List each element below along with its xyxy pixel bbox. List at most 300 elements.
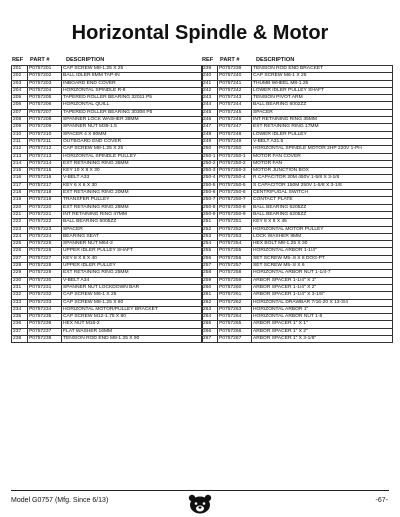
ref-cell: 253	[202, 233, 218, 240]
part-number-cell: P0757229	[28, 270, 62, 277]
table-row	[12, 270, 203, 277]
ref-cell: 262	[202, 299, 218, 306]
description-cell: HORIZONTAL MOTOR PULLEY	[252, 226, 393, 233]
part-number-cell: P0757207	[28, 109, 62, 116]
part-number-cell: P0757259	[218, 277, 252, 284]
table-row	[202, 226, 393, 233]
description-cell: MOTOR FAN	[252, 160, 393, 167]
ref-cell: 209	[12, 124, 28, 131]
table-row	[12, 292, 203, 299]
ref-cell: 219	[12, 197, 28, 204]
description-cell: BALL BEARING 6002ZZ	[252, 102, 393, 109]
part-number-cell: P0757258	[218, 270, 252, 277]
part-number-cell: P0757243	[218, 95, 252, 102]
table-row	[12, 306, 203, 313]
ref-cell: 215	[12, 168, 28, 175]
ref-cell: 228	[12, 263, 28, 270]
ref-cell: 205	[12, 95, 28, 102]
table-row	[202, 102, 393, 109]
ref-cell: 239	[202, 66, 218, 73]
table-row	[12, 124, 203, 131]
part-number-cell: P0757254	[218, 241, 252, 248]
description-cell: HORIZONTAL ARBOR 1"	[252, 306, 393, 313]
description-cell: LOWER IDLER PULLEY	[252, 131, 393, 138]
part-number-cell: P0757203	[28, 80, 62, 87]
part-number-cell: P0757227	[28, 255, 62, 262]
footer-model: Model G0757 (Mfg. Since 6/13)	[11, 497, 109, 504]
ref-cell: 202	[12, 73, 28, 80]
ref-cell: 242	[202, 87, 218, 94]
ref-cell: 267	[202, 335, 218, 342]
description-cell: SPANNER NUT M39-1.5	[62, 124, 203, 131]
parts-column-left	[11, 56, 203, 343]
description-cell: CENTRIFUGAL SWITCH	[252, 190, 393, 197]
part-number-cell: P0757213	[28, 153, 62, 160]
table-row	[202, 270, 393, 277]
table-row	[202, 109, 393, 116]
description-cell: KEY 8 X 8 X 45	[252, 219, 393, 226]
part-number-cell: P0757250-6	[218, 190, 252, 197]
table-row	[202, 146, 393, 153]
description-cell: TENSION PIVOT ARM	[252, 95, 393, 102]
part-number-cell: P0757247	[218, 124, 252, 131]
part-number-cell: P0757209	[28, 124, 62, 131]
part-number-cell: P0757217	[28, 182, 62, 189]
ref-cell: 250-9	[203, 211, 216, 217]
description-cell: ARBOR SPACER 1" X 1"	[252, 321, 393, 328]
description-cell: SET SCREW M5-.8 X 6	[252, 263, 393, 270]
table-row	[202, 284, 393, 291]
part-number-cell: P0757226	[28, 248, 62, 255]
description-cell: UPPER IDLER PULLEY SHAFT	[62, 248, 203, 255]
description-cell: MOTOR JUNCTION BOX	[252, 168, 393, 175]
ref-cell: 246	[202, 117, 218, 124]
ref-cell: 232	[12, 292, 28, 299]
description-cell: EXT RETAINING RING 28MM	[62, 204, 203, 211]
column-header	[11, 56, 203, 65]
part-number-cell: P0757244	[218, 102, 252, 109]
description-cell: EXT RETAINING RING 35MM	[62, 160, 203, 167]
ref-cell: 244	[202, 102, 218, 109]
part-number-cell: P0757232	[28, 292, 62, 299]
ref-cell: 234	[12, 306, 28, 313]
ref-cell: 250-6	[203, 190, 216, 196]
description-cell: EXT RETAINING RING 17MM	[252, 124, 393, 131]
ref-cell: 221	[12, 211, 28, 218]
ref-cell: 216	[12, 175, 28, 182]
part-number-cell: P0757255	[218, 248, 252, 255]
description-cell: UPPER IDLER PULLEY	[62, 263, 203, 270]
ref-cell: 211	[12, 138, 28, 145]
table-row	[202, 168, 393, 175]
ref-cell: 207	[12, 109, 28, 116]
description-cell: HEX NUT M16-2	[62, 321, 203, 328]
description-cell: SPANNER LOCK WASHER 39MM	[62, 117, 203, 124]
header-ref: REF	[202, 57, 214, 63]
table-row	[12, 117, 203, 124]
ref-cell: 250	[202, 146, 218, 153]
description-cell: S CAPACITOR 150M 250V 1-5/8 X 3-1/8	[252, 182, 393, 189]
part-number-cell: P0757208	[28, 117, 62, 124]
description-cell: R CAPACITOR 20M 450V 1-5/8 X 3-1/8	[252, 175, 393, 182]
part-number-cell: P0757228	[28, 263, 62, 270]
ref-cell: 256	[202, 255, 218, 262]
table-row	[12, 248, 203, 255]
part-number-cell: P0757212	[28, 146, 62, 153]
table-row	[202, 277, 393, 284]
part-number-cell: P0757239	[218, 66, 252, 73]
part-number-cell: P0757236	[28, 321, 62, 328]
part-number-cell: P0757260	[218, 284, 252, 291]
part-number-cell: P0757225	[28, 241, 62, 248]
table-row	[202, 175, 393, 182]
ref-cell: 208	[12, 117, 28, 124]
ref-cell: 255	[202, 248, 218, 255]
description-cell: LOCK WASHER 8MM	[252, 233, 393, 240]
table-row	[12, 146, 203, 153]
table-row	[12, 277, 203, 284]
ref-cell: 206	[12, 102, 28, 109]
table-row	[12, 160, 203, 167]
part-number-cell: P0757256	[218, 255, 252, 262]
description-cell: HORIZONTAL ARBOR NUT 1-1/4-7	[252, 270, 393, 277]
table-row	[12, 263, 203, 270]
part-number-cell: P0757223	[28, 226, 62, 233]
part-number-cell: P0757252	[218, 226, 252, 233]
table-row	[202, 335, 393, 342]
table-row	[12, 241, 203, 248]
ref-cell: 263	[202, 306, 218, 313]
table-row	[12, 182, 203, 189]
ref-cell: 259	[202, 277, 218, 284]
table-row	[202, 204, 393, 211]
part-number-cell: P0757240	[218, 73, 252, 80]
table-row	[202, 233, 393, 240]
ref-cell: 225	[12, 241, 28, 248]
ref-cell: 229	[12, 270, 28, 277]
ref-cell: 240	[202, 73, 218, 80]
description-cell: BALL BEARING 6005ZZ	[62, 219, 203, 226]
table-row	[202, 255, 393, 262]
part-number-cell: P0757210	[28, 131, 62, 138]
table-row	[202, 190, 393, 197]
ref-cell: 238	[12, 335, 28, 342]
description-cell: BALL BEARING 6205ZZ	[252, 211, 393, 218]
ref-cell: 203	[12, 80, 28, 87]
ref-cell: 258	[202, 270, 218, 277]
part-number-cell: P0757238	[28, 335, 62, 342]
description-cell: INT RETAINING RING 35MM	[252, 117, 393, 124]
page-title: Horizontal Spindle & Motor	[71, 22, 329, 44]
description-cell: ARBOR SPACER 1-1/4" X 3-1/8"	[252, 292, 393, 299]
table-row	[202, 299, 393, 306]
part-number-cell: P0757202	[28, 73, 62, 80]
description-cell: SPANNER NUT M64-2	[62, 241, 203, 248]
parts-table-right	[201, 65, 393, 343]
table-row	[12, 109, 203, 116]
description-cell: HORIZONTAL MOTOR/PULLEY BRACKET	[62, 306, 203, 313]
ref-cell: 250-1	[203, 153, 216, 159]
table-row	[12, 197, 203, 204]
ref-cell: 252	[202, 226, 218, 233]
description-cell: SPACER	[62, 226, 203, 233]
table-row	[12, 80, 203, 87]
description-cell: INBOARD END COVER	[62, 80, 203, 87]
table-row	[202, 138, 393, 145]
part-number-cell: P0757231	[28, 284, 62, 291]
part-number-cell: P0757230	[28, 277, 62, 284]
part-number-cell: P0757218	[28, 190, 62, 197]
ref-cell: 218	[12, 190, 28, 197]
ref-cell: 230	[12, 277, 28, 284]
description-cell: OUTBOARD END COVER	[62, 138, 203, 145]
description-cell: TENSION ROD END BRACKET	[252, 66, 393, 73]
ref-cell: 250-5	[203, 182, 216, 188]
description-cell: BEARING SEAT	[62, 233, 203, 240]
table-row	[12, 204, 203, 211]
table-row	[202, 321, 393, 328]
description-cell: HORIZONTAL SPINDLE MOTOR 2HP 220V 1-PH	[252, 146, 393, 153]
description-cell: EXT RETAINING RING 20MM	[62, 190, 203, 197]
table-row	[12, 73, 203, 80]
part-number-cell: P0757251	[218, 219, 252, 226]
table-row	[202, 219, 393, 226]
description-cell: V-BELT A31.5	[252, 138, 393, 145]
ref-cell: 245	[202, 109, 218, 116]
part-number-cell: P0757215	[28, 168, 62, 175]
parts-table-left	[11, 65, 203, 343]
ref-cell: 224	[12, 233, 28, 240]
description-cell: MOTOR FAN COVER	[252, 153, 393, 160]
table-row	[202, 131, 393, 138]
description-cell: TAPERED ROLLER BEARING 32011 P5	[62, 95, 203, 102]
table-row	[12, 131, 203, 138]
table-row	[202, 314, 393, 321]
description-cell: BALL IDLER 8MM TAP-IN	[62, 73, 203, 80]
ref-cell: 248	[202, 131, 218, 138]
part-number-cell: P0757250-3	[218, 168, 252, 175]
part-number-cell: P0757250-7	[218, 197, 252, 204]
table-row	[12, 102, 203, 109]
table-row	[12, 66, 203, 73]
ref-cell: 201	[12, 66, 28, 73]
part-number-cell: P0757263	[218, 306, 252, 313]
table-row	[12, 211, 203, 218]
footer-rule	[11, 490, 389, 491]
part-number-cell: P0757234	[28, 306, 62, 313]
table-row	[202, 153, 393, 160]
part-number-cell: P0757250	[218, 146, 252, 153]
part-number-cell: P0757241	[218, 80, 252, 87]
ref-cell: 227	[12, 255, 28, 262]
ref-cell: 257	[202, 263, 218, 270]
page-number: -67-	[375, 497, 388, 504]
table-row	[12, 190, 203, 197]
ref-cell: 222	[12, 219, 28, 226]
ref-cell: 254	[202, 241, 218, 248]
table-row	[202, 306, 393, 313]
description-cell: HEX BOLT M8-1.25 X 30	[252, 241, 393, 248]
table-row	[202, 95, 393, 102]
table-row	[202, 160, 393, 167]
part-number-cell: P0757257	[218, 263, 252, 270]
description-cell: V-BELT A33	[62, 175, 203, 182]
part-number-cell: P0757242	[218, 87, 252, 94]
part-number-cell: P0757266	[218, 328, 252, 335]
table-row	[202, 80, 393, 87]
part-number-cell: P0757219	[28, 197, 62, 204]
table-row	[202, 292, 393, 299]
ref-cell: 261	[202, 292, 218, 299]
description-cell: LOWER IDLER PULLEY SHAFT	[252, 87, 393, 94]
description-cell: THUMB WHEEL M8-1.25	[252, 80, 393, 87]
table-row	[12, 328, 203, 335]
parts-column-right	[201, 56, 393, 343]
table-row	[12, 233, 203, 240]
ref-cell: 249	[202, 138, 218, 145]
ref-cell: 247	[202, 124, 218, 131]
description-cell: SPACER	[252, 109, 393, 116]
table-row	[12, 153, 203, 160]
part-number-cell: P0757220	[28, 204, 62, 211]
ref-cell: 250-7	[203, 197, 216, 203]
part-number-cell: P0757250-4	[218, 175, 252, 182]
table-row	[202, 73, 393, 80]
header-description: DESCRIPTION	[256, 57, 295, 63]
ref-cell: 210	[12, 131, 28, 138]
description-cell: CONTACT PLATE	[252, 197, 393, 204]
description-cell: CAP SCREW M6-1 X 25	[252, 73, 393, 80]
table-row	[12, 299, 203, 306]
ref-cell: 237	[12, 328, 28, 335]
description-cell: EXT RETAINING RING 25MM	[62, 270, 203, 277]
table-row	[202, 117, 393, 124]
part-number-cell: P0757250-2	[218, 160, 252, 167]
table-row	[12, 87, 203, 94]
description-cell: HORIZONTAL QUILL	[62, 102, 203, 109]
description-cell: TRANSFER PULLEY	[62, 197, 203, 204]
description-cell: ARBOR SPACER 1-1/4" X 1"	[252, 277, 393, 284]
description-cell: BALL BEARING 6205ZZ	[252, 204, 393, 211]
part-number-cell: P0757250-5	[218, 182, 252, 189]
part-number-cell: P0757265	[218, 321, 252, 328]
description-cell: TAPERED ROLLER BEARING 30308 P5	[62, 109, 203, 116]
part-number-cell: P0757216	[28, 175, 62, 182]
part-number-cell: P0757235	[28, 314, 62, 321]
ref-cell: 243	[202, 95, 218, 102]
table-row	[12, 321, 203, 328]
part-number-cell: P0757250-8	[218, 204, 252, 211]
ref-cell: 250-8	[203, 204, 216, 210]
description-cell: HORIZONTAL DRAWBAR 7/16-20 X 13-3/4	[252, 299, 393, 306]
part-number-cell: P0757206	[28, 102, 62, 109]
table-row	[12, 284, 203, 291]
ref-cell: 226	[12, 248, 28, 255]
part-number-cell: P0757222	[28, 219, 62, 226]
ref-cell: 217	[12, 182, 28, 189]
description-cell: CAP SCREW M6-1 X 25	[62, 292, 203, 299]
ref-cell: 264	[202, 314, 218, 321]
part-number-cell: P0757245	[218, 109, 252, 116]
ref-cell: 250-4	[203, 175, 216, 181]
part-number-cell: P0757221	[28, 211, 62, 218]
table-row	[12, 255, 203, 262]
description-cell: V-BELT A34	[62, 277, 203, 284]
table-row	[12, 226, 203, 233]
ref-cell: 241	[202, 80, 218, 87]
ref-cell: 214	[12, 160, 28, 167]
ref-cell: 236	[12, 321, 28, 328]
ref-cell: 260	[202, 284, 218, 291]
description-cell: CAP SCREW M8-1.25 X 25	[62, 66, 203, 73]
part-number-cell: P0757267	[218, 335, 252, 342]
table-row	[12, 335, 203, 342]
header-part: PART #	[220, 57, 240, 63]
ref-cell: 212	[12, 146, 28, 153]
table-row	[12, 219, 203, 226]
description-cell: ARBOR SPACER 1" X 2"	[252, 328, 393, 335]
part-number-cell: P0757237	[28, 328, 62, 335]
header-part: PART #	[30, 57, 50, 63]
ref-cell: 220	[12, 204, 28, 211]
description-cell: CAP SCREW M8-1.25 X 25	[62, 146, 203, 153]
part-number-cell: P0757224	[28, 233, 62, 240]
part-number-cell: P0757250-9	[218, 211, 252, 218]
ref-cell: 204	[12, 87, 28, 94]
part-number-cell: P0757253	[218, 233, 252, 240]
description-cell: HORIZONTAL SPINDLE R-8	[62, 87, 203, 94]
part-number-cell: P0757250-1	[218, 153, 252, 160]
table-row	[12, 314, 203, 321]
ref-cell: 223	[12, 226, 28, 233]
description-cell: ARBOR SPACER 1-1/4" X 2"	[252, 284, 393, 291]
part-number-cell: P0757204	[28, 87, 62, 94]
table-row	[202, 124, 393, 131]
part-number-cell: P0757249	[218, 138, 252, 145]
description-cell: KEY 6 X 6 X 30	[62, 182, 203, 189]
ref-cell: 235	[12, 314, 28, 321]
part-number-cell: P0757211	[28, 138, 62, 145]
description-cell: SPANNER NUT LOCKDOWN BAR	[62, 284, 203, 291]
description-cell: FLAT WASHER 16MM	[62, 328, 203, 335]
table-row	[202, 211, 393, 218]
column-header	[201, 56, 393, 65]
description-cell: CAP SCREW M8-1.25 X 60	[62, 299, 203, 306]
ref-cell: 233	[12, 299, 28, 306]
description-cell: HORIZONTAL SPINDLE PULLEY	[62, 153, 203, 160]
description-cell: INT RETAINING RING 47MM	[62, 211, 203, 218]
part-number-cell: P0757261	[218, 292, 252, 299]
description-cell: KEY 8 X 8 X 40	[62, 255, 203, 262]
description-cell: CAP SCREW M12-1.75 X 80	[62, 314, 203, 321]
ref-cell: 251	[202, 219, 218, 226]
table-row	[202, 197, 393, 204]
table-row	[202, 263, 393, 270]
description-cell: HORIZONTAL ARBOR 1-1/4"	[252, 248, 393, 255]
description-cell: KEY 10 X 8 X 30	[62, 168, 203, 175]
table-row	[202, 328, 393, 335]
description-cell: SET SCREW M5-.8 X 8 DOG-PT	[252, 255, 393, 262]
table-row	[12, 95, 203, 102]
part-number-cell: P0757248	[218, 131, 252, 138]
ref-cell: 265	[202, 321, 218, 328]
part-number-cell: P0757246	[218, 117, 252, 124]
header-description: DESCRIPTION	[66, 57, 105, 63]
part-number-cell: P0757264	[218, 314, 252, 321]
part-number-cell: P0757262	[218, 299, 252, 306]
part-number-cell: P0757214	[28, 160, 62, 167]
grizzly-bear-logo-icon	[186, 493, 214, 515]
